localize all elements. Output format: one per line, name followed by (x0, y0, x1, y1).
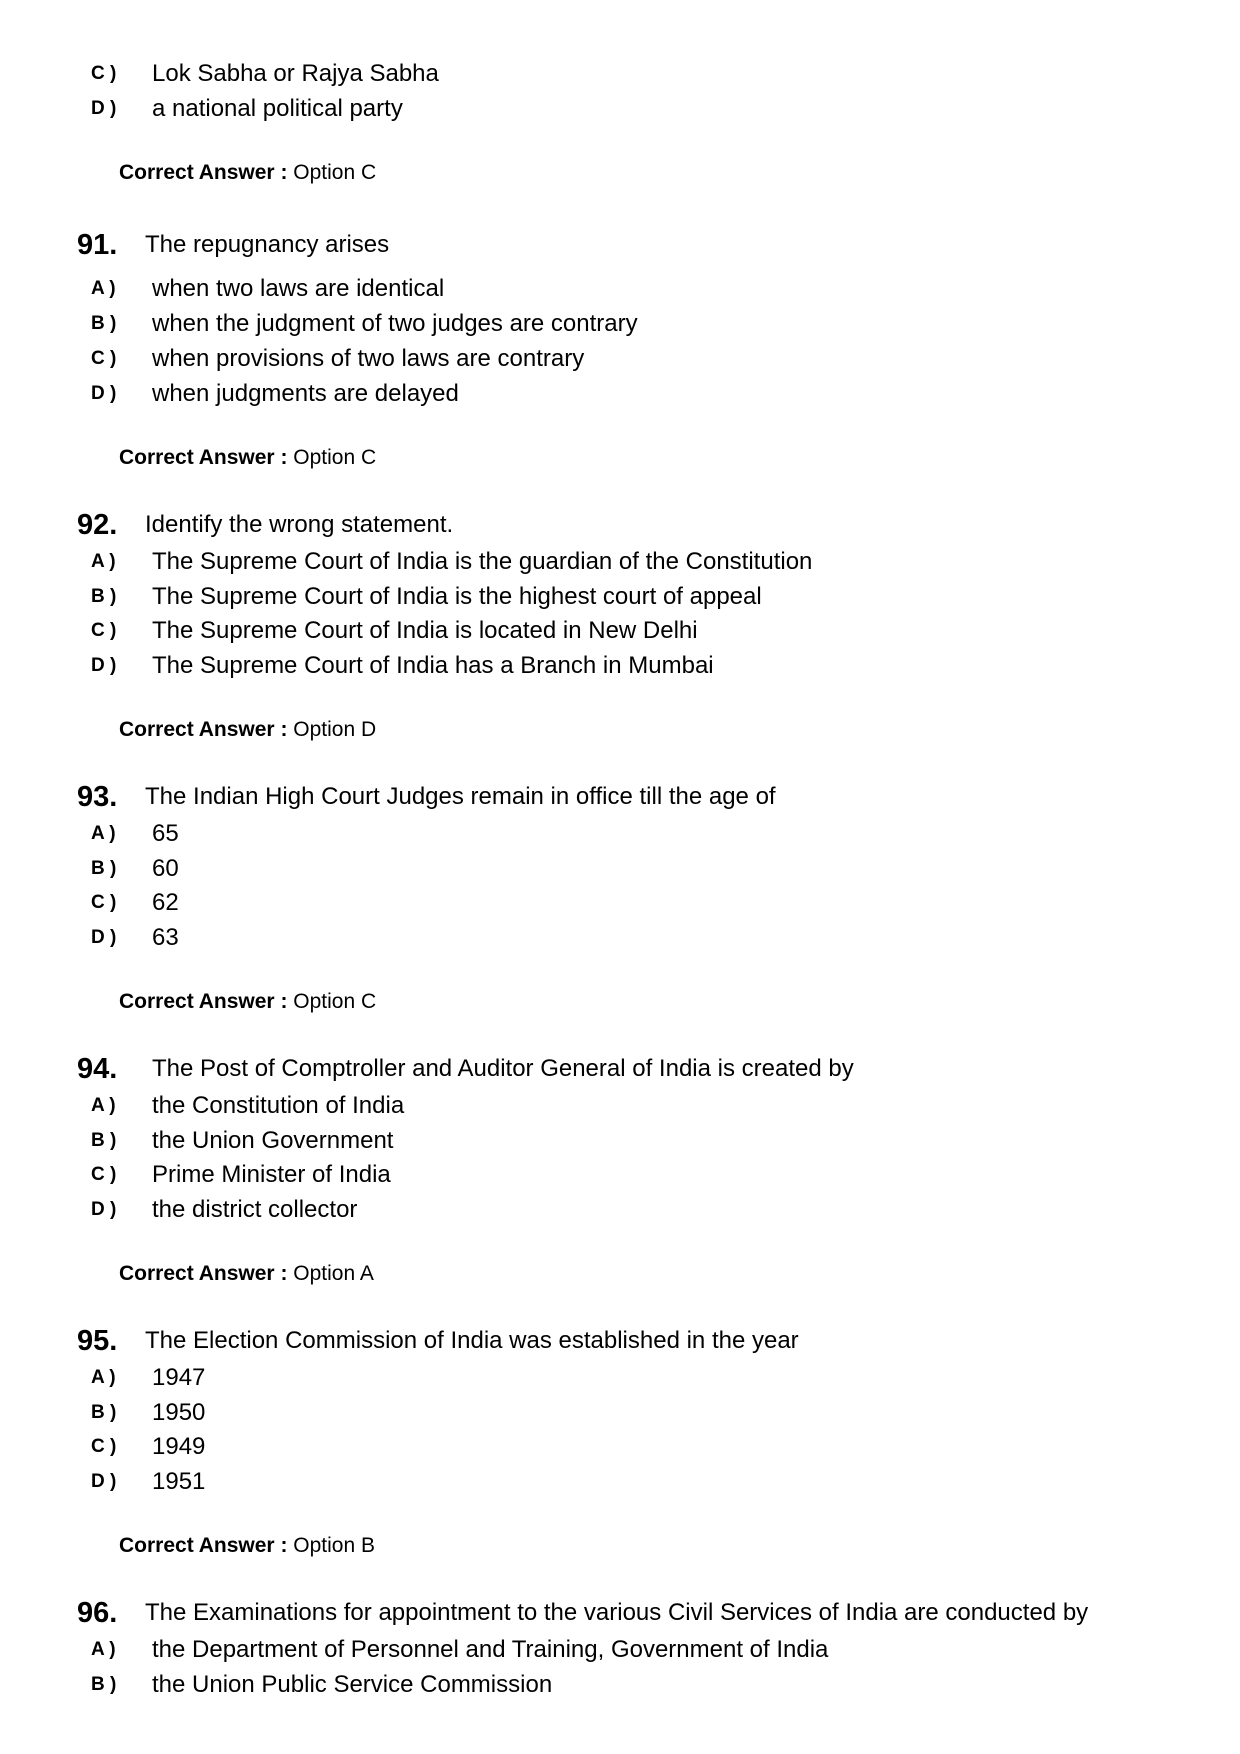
q95-option-b (91, 1396, 205, 1430)
option-text: The Supreme Court of India is the highest court of appeal (152, 583, 762, 610)
option-text: the Constitution of India (152, 1092, 405, 1119)
option-text: The Supreme Court of India is the guardian of the Constitution (152, 548, 813, 575)
q95-option-c (91, 1430, 205, 1464)
correct-answer-value: Option C (293, 446, 377, 469)
q94-option-c (91, 1158, 391, 1192)
option-letter: C ) (91, 348, 117, 369)
correct-answer-value: Option C (293, 161, 377, 184)
option-letter: D ) (91, 1471, 117, 1492)
q92-option-a (91, 545, 812, 579)
q92-correct-answer (119, 715, 376, 745)
correct-answer-label: Correct Answer : (119, 718, 288, 741)
q92-option-c (91, 614, 698, 648)
correct-answer-value: Option D (293, 718, 377, 741)
q91-option-c (91, 342, 584, 376)
option-letter: B ) (91, 858, 117, 879)
option-text: the district collector (152, 1196, 358, 1223)
q91-correct-answer (119, 443, 376, 473)
question-text: The repugnancy arises (145, 231, 390, 258)
correct-answer-value: Option A (293, 1262, 374, 1285)
q94-question (77, 1049, 854, 1089)
q94-option-a (91, 1089, 404, 1123)
option-letter: C ) (91, 892, 117, 913)
option-letter: B ) (91, 586, 117, 607)
option-letter: D ) (91, 1199, 117, 1220)
option-letter: A ) (91, 823, 116, 844)
q93-question (77, 777, 776, 817)
question-number: 93. (77, 781, 118, 813)
q95-question (77, 1321, 799, 1361)
question-number: 96. (77, 1597, 118, 1629)
q92-question (77, 505, 453, 545)
q92-option-b (91, 580, 762, 614)
correct-answer-label: Correct Answer : (119, 990, 288, 1013)
q95-correct-answer (119, 1531, 375, 1561)
q94-option-d (91, 1193, 357, 1227)
option-letter: B ) (91, 1130, 117, 1151)
question-text: Identify the wrong statement. (145, 511, 454, 538)
q95-option-d (91, 1465, 205, 1499)
option-text: The Supreme Court of India is located in New Delhi (152, 617, 698, 644)
question-number: 94. (77, 1053, 118, 1085)
question-text: The Election Commission of India was established in the year (145, 1327, 799, 1354)
option-letter: B ) (91, 313, 117, 334)
option-text: when provisions of two laws are contrary (152, 345, 585, 372)
correct-answer-label: Correct Answer : (119, 1262, 288, 1285)
option-letter: D ) (91, 927, 117, 948)
option-text: Prime Minister of India (152, 1161, 391, 1188)
q93-option-c (91, 886, 179, 920)
option-text: when two laws are identical (152, 275, 445, 302)
q90-option-c (91, 57, 439, 91)
q94-correct-answer (119, 1259, 374, 1289)
option-letter: D ) (91, 383, 117, 404)
option-letter: A ) (91, 551, 116, 572)
option-text: 1947 (152, 1364, 206, 1391)
option-text: 1951 (152, 1468, 206, 1495)
option-letter: A ) (91, 1367, 116, 1388)
option-text: The Supreme Court of India has a Branch in Mumbai (152, 652, 714, 679)
q96-option-a (91, 1633, 828, 1667)
option-letter: C ) (91, 620, 117, 641)
option-text: 63 (152, 924, 179, 951)
q90-option-d (91, 92, 403, 126)
option-letter: D ) (91, 655, 117, 676)
option-text: Lok Sabha or Rajya Sabha (152, 60, 439, 87)
option-text: 1950 (152, 1399, 206, 1426)
q90-correct-answer (119, 158, 376, 188)
q93-option-b (91, 852, 179, 886)
option-letter: B ) (91, 1402, 117, 1423)
q95-option-a (91, 1361, 205, 1395)
q93-option-d (91, 921, 179, 955)
q92-option-d (91, 649, 714, 683)
option-letter: A ) (91, 1095, 116, 1116)
option-text: a national political party (152, 95, 403, 122)
option-text: 60 (152, 855, 179, 882)
q91-option-d (91, 377, 459, 411)
option-letter: C ) (91, 63, 117, 84)
correct-answer-label: Correct Answer : (119, 446, 288, 469)
option-letter: A ) (91, 278, 116, 299)
q91-option-a (91, 272, 444, 306)
question-text: The Examinations for appointment to the various Civil Services of India are conducted by (145, 1599, 1089, 1626)
option-letter: B ) (91, 1674, 117, 1695)
q93-option-a (91, 817, 179, 851)
option-text: the Department of Personnel and Training, Government of India (152, 1636, 829, 1663)
option-text: 65 (152, 820, 179, 847)
correct-answer-value: Option B (293, 1534, 375, 1557)
q96-question (77, 1593, 1088, 1633)
question-number: 92. (77, 509, 118, 541)
option-text: the Union Public Service Commission (152, 1671, 553, 1698)
option-letter: C ) (91, 1436, 117, 1457)
option-text: 62 (152, 889, 179, 916)
option-text: when the judgment of two judges are contrary (152, 310, 638, 337)
option-letter: D ) (91, 98, 117, 119)
option-letter: A ) (91, 1639, 116, 1660)
question-number: 95. (77, 1325, 118, 1357)
correct-answer-label: Correct Answer : (119, 161, 288, 184)
q93-correct-answer (119, 987, 376, 1017)
option-text: when judgments are delayed (152, 380, 459, 407)
q96-option-b (91, 1668, 552, 1702)
question-number: 91. (77, 229, 118, 261)
q91-option-b (91, 307, 638, 341)
question-text: The Post of Comptroller and Auditor General of India is created by (152, 1055, 854, 1082)
q91-question (77, 225, 389, 265)
question-text: The Indian High Court Judges remain in office till the age of (145, 783, 776, 810)
correct-answer-value: Option C (293, 990, 377, 1013)
option-text: the Union Government (152, 1127, 394, 1154)
q94-option-b (91, 1124, 393, 1158)
option-text: 1949 (152, 1433, 206, 1460)
option-letter: C ) (91, 1164, 117, 1185)
correct-answer-label: Correct Answer : (119, 1534, 288, 1557)
